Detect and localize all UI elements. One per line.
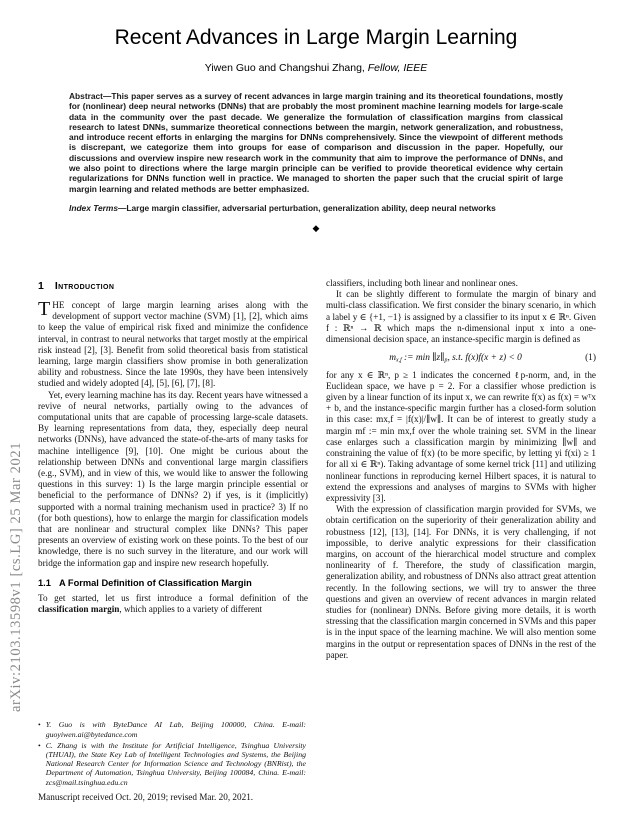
index-terms [69, 203, 563, 213]
dnn-margin-paragraph: With the expression of classification margin provided for SVMs, we obtain certification on the superiority of their generalization ability and robustness [12], [13], [14]. For DNNs, it is very challenging, if not impossible, to derive analytic expressions for their classification margins, on account of the hierarchical model structure and complex nonlinearity of f. Therefore, the study of classification margin, generalization ability, and robustness of DNNs also attract great attention recently. In the following sections, we will try to answer the three questions and given an overview of recent advances in margin related studies for (nonlinear) DNNs. Before giving more details, it is worth stressing that the classification margin concerned in SVMs and this paper is in the input space of the learning machine. We will also mention some margins in the output or representation spaces of DNNs in the rest of the paper. [326, 504, 596, 660]
index-terms-label: Index Terms [69, 202, 119, 213]
subsection-heading-definition [38, 578, 308, 588]
diamond-separator-icon: ◆ [312, 224, 320, 235]
manuscript-note: Manuscript received Oct. 20, 2019; revised Mar. 20, 2021. [38, 791, 254, 802]
footnote-zhang [38, 741, 306, 787]
author-honorific: Fellow, IEEE [367, 62, 428, 74]
footnote-guo [38, 720, 306, 738]
continuation-paragraph: classifiers, including both linear and nonlinear ones. [326, 278, 518, 288]
left-column [38, 278, 308, 803]
definition-paragraph-post: , which applies to a variety of different [119, 604, 263, 615]
eq-norm-subscript: p [444, 357, 448, 364]
equation-1 [326, 352, 596, 363]
eq-var-subscript: x,f [396, 357, 402, 364]
equation-number: (1) [585, 352, 596, 363]
footnote-guo-text: Y. Guo is with ByteDance AI Lab, Beijing 100000, China. E-mail: guoyiwen.ai@bytedance.com [45, 720, 306, 739]
eq-var: m [389, 353, 397, 364]
author-footnotes [38, 720, 306, 803]
margin-formulation-paragraph: It can be slightly different to formulate the margin of binary and multi-class classification. We first consider the binary scenario, in which a label y ∈ {+1, −1} is assigned by a classifier to its input x ∈ ℝⁿ. Given f : ℝⁿ → ℝ which maps the n-dimensional input x into a one-dimensional decision space, an instance-specific margin is defined as [326, 289, 596, 345]
bullet-icon: • [38, 740, 41, 750]
section-title: Introduction [54, 280, 115, 292]
intro-paragraph-1 [38, 300, 308, 390]
eq-constraint: , s.t. f(x)f(x + z) < 0 [447, 353, 522, 364]
intro-paragraph-1-text: HE concept of large margin learning arises along with the development of support vector machine (SVM) [1], [2], which aims to keep the value of empirical risk fixed and minimize the confidence interval, in contrast to neural networks that target mostly at the empirical risk instead [2], [3]. Benefit from solid theoretical basis from statistical learning, large margin classifiers show promise in both generalization ability and robustness. Since the late 1990s, they have been intensively studied and widely adopted [4], [5], [6], [7], [8]. [38, 300, 308, 389]
abstract-label: Abstract [69, 91, 103, 101]
author-names: Yiwen Guo and Changshui Zhang, [204, 62, 368, 74]
index-terms-text: —Large margin classifier, adversarial perturbation, generalization ability, deep neural networks [118, 202, 496, 213]
equation-body [326, 352, 585, 363]
right-column [326, 278, 596, 803]
bullet-icon: • [38, 720, 41, 730]
arxiv-watermark: arXiv:2103.13598v1 [cs.LG] 25 Mar 2021 [8, 441, 24, 712]
subsection-number: 1.1 [38, 577, 51, 588]
classification-margin-term: classification margin [38, 604, 120, 615]
dropcap-letter: T [38, 298, 51, 320]
section-heading-introduction [38, 280, 308, 292]
abstract [69, 91, 563, 194]
eq-middle: := min ∥z∥ [401, 353, 445, 364]
two-column-body [38, 278, 596, 803]
definition-paragraph-pre: To get started, let us first introduce a formal definition of the [38, 592, 308, 603]
footnote-zhang-text: C. Zhang is with the Institute for Artificial Intelligence, Tsinghua University (THUAI), the State Key Lab of Intelligent Technologies and Systems, the Beijing National Research Center for Information Science and Technology (BNRist), the Department of Automation, Tsinghua University, Beijing 100084, China. E-mail: zcs@mail.tsinghua.edu.cn [45, 740, 306, 787]
definition-paragraph [38, 593, 308, 615]
abstract-text: —This paper serves as a survey of recent advances in large margin training and its theoretical foundations, mostly for (nonlinear) deep neural networks (DNNs) that are probably the most prominent machine learning models for large-scale data in the community over the past decade. We generalize the formulation of classification margins from classical research to latest DNNs, summarize theoretical connections between the margin, network generalization, and robustness, and introduce recent efforts in enlarging the margins for DNNs comprehensively. Since the viewpoint of different methods is discrepant, we categorize them into groups for ease of comparison and discussion in the paper. Hopefully, our discussions and overview inspire new research work in the community that aim to improve the performance of DNNs, and we also point to directions where the large margin principle can be verified to provide theoretical evidence why certain regularizations for DNNs function well in practice. We managed to shorten the paper such that the crucial spirit of large margin learning and related methods are better emphasized. [69, 91, 563, 194]
intro-paragraph-2: Yet, every learning machine has its day. Recent years have witnessed a revive of neural networks, partially owing to the advances of computational units that are capable of processing large-scale datasets. By learning representations from data, they, especially deep neural networks (DNNs), have advanced the state-of-the-arts of many tasks for machine intelligence [9], [10]. One might be curious about the relationship between DNNs and conventional large margin classifiers (e.g., SVM), and in view of this, we would like to answer the following questions in this survey: 1) Is the large margin principle essential or beneficial to the performance of DNNs? 2) if yes, is it (implicitly) supported with a normal training mechanism used in practice? 3) If no (for both questions), how to enlarge the margin for classification models that are nonlinear and structural complex like DNNs? This paper presents an overview of existing work on these points. To the best of our knowledge, there is no such survey in the literature, and our work will bridge the information gap and inspire new research hopefully. [38, 389, 308, 568]
norm-discussion-paragraph: for any x ∈ ℝⁿ, p ≥ 1 indicates the concerned ℓp-norm, and, in the Euclidean space, we have p = 2. For a classifier whose prediction is given by a linear function of its input x, we can rewrite f(x) as f(x) = wᵀx + b, and the instance-specific margin further has a closed-form solution in this case: mx,f = |f(x)|/∥w∥. It can be of interest to greatly study a margin mf := min mx,f over the whole training set. SVM in the linear case enlarges such a classification margin by minimizing ∥w∥ and constraining the value of f(x) (to be more specific, by letting yi f(xi) ≥ 1 for all xi ∈ ℝⁿ). Taking advantage of some kernel trick [11] and utilizing nonlinear functions in reproducing kernel Hilbert spaces, it is natural to extend the expressions and analyses of margins to SVMs with higher expressivity [3]. [326, 369, 596, 503]
section-number: 1 [38, 280, 44, 292]
paper-title: Recent Advances in Large Margin Learning [114, 26, 518, 49]
author-line [0, 62, 632, 74]
subsection-title: A Formal Definition of Classification Margin [58, 577, 252, 588]
